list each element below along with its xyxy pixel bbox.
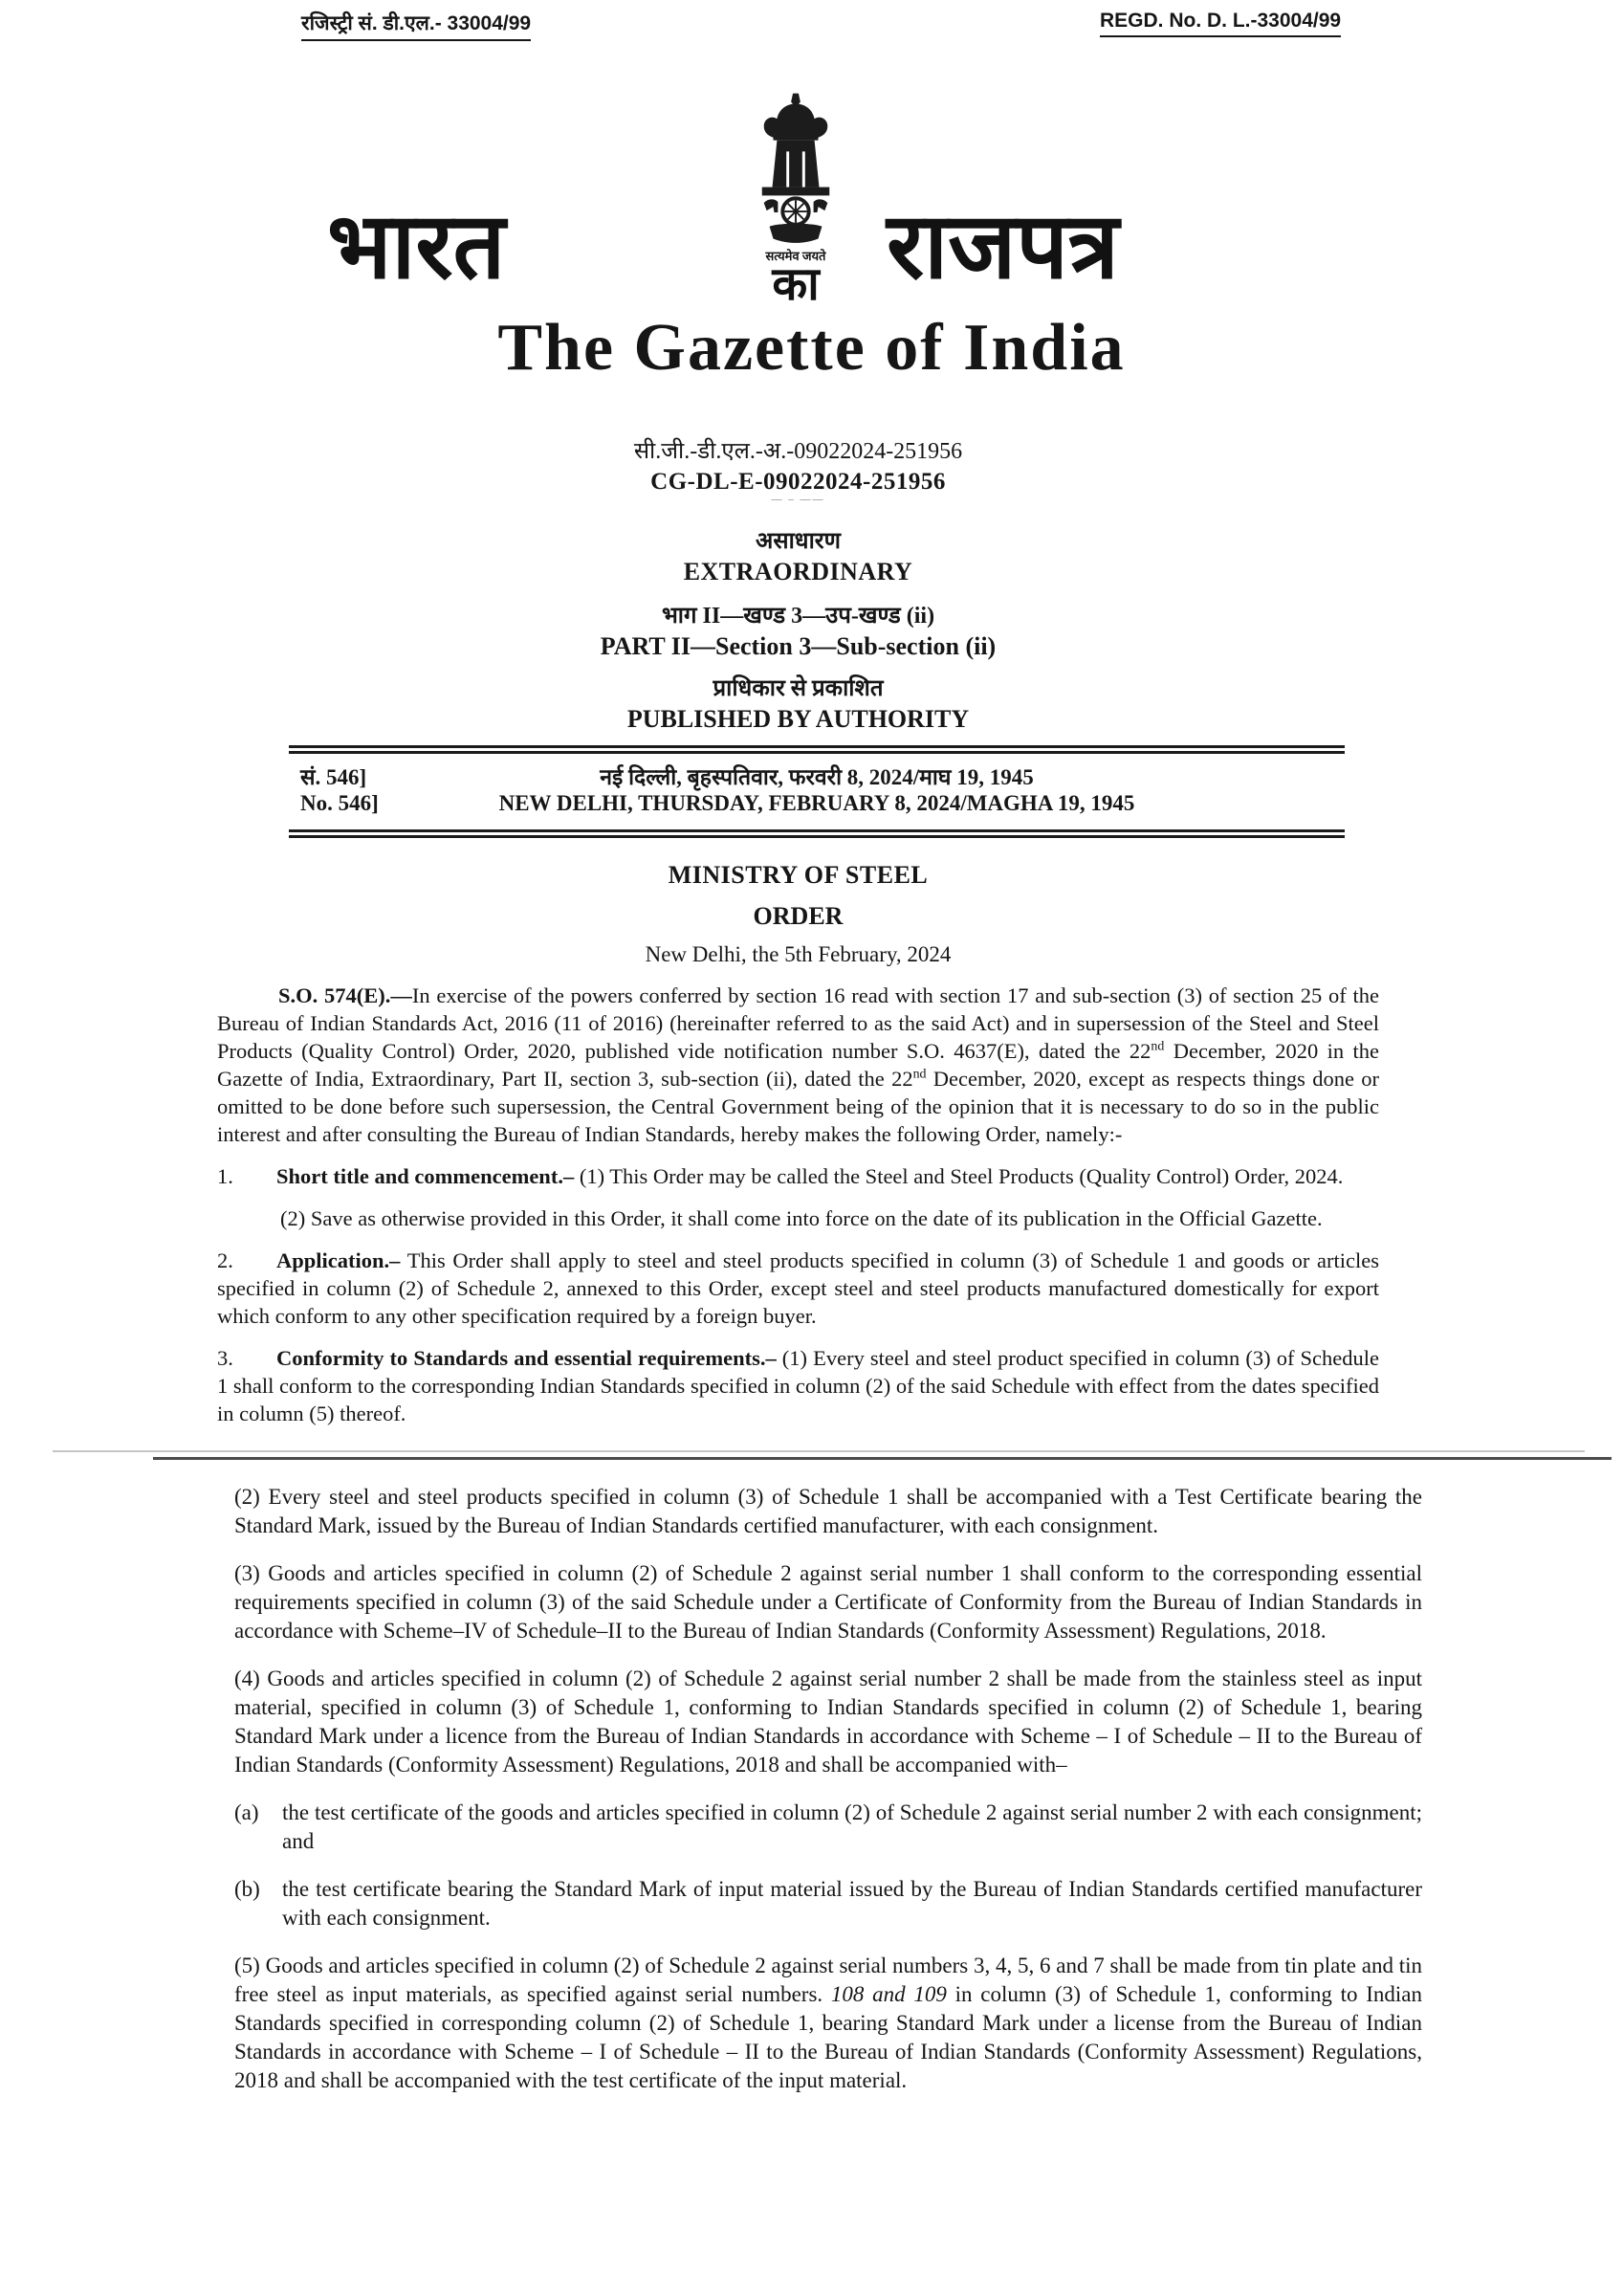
clause-3-conformity [217, 1344, 1379, 1427]
order-heading: ORDER [753, 902, 844, 930]
separator-line-light [53, 1450, 1585, 1452]
clause-3-sub-3 [234, 1559, 1422, 1645]
clause-1-short-title [217, 1162, 1379, 1190]
issue-number-english: No. 546] [300, 791, 379, 815]
masthead-title-hindi-bharat: भारत [327, 195, 506, 298]
issue-date-hindi: नई दिल्ली, बृहस्पतिवार, फरवरी 8, 2024/माघ 19, 1945 [600, 765, 1034, 789]
paragraph-text: the test certificate bearing the Standard Mark of input material issued by the Bureau of Indian Standards certified manufacturer with each consignment. [282, 1877, 1422, 1930]
page-break-separator [0, 1448, 1623, 1464]
ministry-title: MINISTRY OF STEEL [668, 861, 929, 889]
code-underline-marks: — – —— [771, 494, 825, 505]
masthead [0, 0, 1623, 423]
clause-number: 3. [217, 1346, 233, 1370]
issue-number-hindi: सं. 546] [300, 765, 367, 789]
issue-type-english: EXTRAORDINARY [683, 558, 913, 585]
list-item-b [234, 1875, 1422, 1932]
published-by-authority-english: PUBLISHED BY AUTHORITY [626, 705, 970, 733]
issue-rows [289, 754, 1345, 829]
masthead-title-english: The Gazette of India [497, 311, 1126, 385]
page1-body [217, 982, 1379, 1427]
page2-body [234, 1483, 1422, 2095]
clause-2-application [217, 1247, 1379, 1330]
list-item-a [234, 1799, 1422, 1856]
paragraph-text: Short title and commencement.– (1) This Order may be called the Steel and Steel Products (Quality Control) Order, 2024. [276, 1164, 1344, 1188]
issue-banner [289, 745, 1345, 838]
clause-1-sub-2 [280, 1204, 1379, 1232]
paragraph-text: the test certificate of the goods and articles specified in column (2) of Schedule 2 against serial number 2 with each consignment; and [282, 1800, 1422, 1853]
paragraph-text: Application.– This Order shall apply to steel and steel products specified in column (3) of Schedule 1 and goods or articles specified in column (2) of Schedule 2, annexed to this Order, except steel and steel products manufactured domestically for export which conform to any other specification required by a foreign buyer. [217, 1248, 1379, 1328]
paragraph-text: (2) Save as otherwise provided in this Order, it shall come into force on the date of its publication in the Official Gazette. [280, 1206, 1323, 1230]
separator-line-dark [153, 1457, 1612, 1460]
masthead-title-hindi-rajpatra: राजपत्र [887, 195, 1119, 298]
clause-number: 1. [217, 1164, 233, 1188]
clause-3-sub-2 [234, 1483, 1422, 1540]
issue-row-hindi [289, 761, 1345, 791]
registry-number-hindi: रजिस्ट्री सं. डी.एल.- 33004/99 [301, 10, 531, 41]
paragraph-text: (3) Goods and articles specified in column (2) of Schedule 2 against serial number 1 shall conform to the corresponding essential requirements specified in column (3) of the said Schedule under a Certificate of Conformity from the Bureau of Indian Standards in accordance with Scheme–IV of Schedule–II to the Bureau of Indian Standards (Conformity Assessment) Regulations, 2018. [234, 1561, 1422, 1643]
double-rule-bottom [289, 829, 1345, 838]
heading-column [217, 434, 1379, 734]
lion-capital-emblem-icon [751, 90, 841, 247]
clause-number: 2. [217, 1248, 233, 1272]
issue-date-english: NEW DELHI, THURSDAY, FEBRUARY 8, 2024/MAGHA 19, 1945 [498, 791, 1135, 815]
paragraph-so-574e [217, 982, 1379, 1148]
list-label: (a) [234, 1800, 259, 1824]
order-headings [217, 861, 1379, 967]
paragraph-text: (2) Every steel and steel products specified in column (3) of Schedule 1 shall be accompanied with a Test Certificate bearing the Standard Mark, issued by the Bureau of Indian Standards certified manufacturer, with each consignment. [234, 1485, 1422, 1537]
published-by-authority-hindi: प्राधिकार से प्रकाशित [713, 676, 884, 701]
list-label: (b) [234, 1877, 260, 1901]
paragraph-text: (4) Goods and articles specified in column (2) of Schedule 2 against serial number 2 shall be made from the stainless steel as input material, specified in column (3) of Schedule 1, conforming to Indian Standards specified in column (2) of Schedule 1, bearing Standard Mark under a licence from the Bureau of Indian Standards in accordance with Scheme – I of Schedule – II to the Bureau of Indian Standards (Conformity Assessment) Regulations, 2018 and shall be accompanied with– [234, 1667, 1422, 1777]
gazette-code-hindi: सी.जी.-डी.एल.-अ.-09022024-251956 [633, 439, 963, 464]
clause-3-sub-5 [234, 1952, 1422, 2095]
emblem-motto-satyameva-jayate: सत्यमेव जयते [765, 249, 826, 263]
order-dateline: New Delhi, the 5th February, 2024 [645, 942, 952, 966]
paragraph-text: S.O. 574(E).—In exercise of the powers conferred by section 16 read with section 17 and sub-section (3) of section 25 of the Bureau of Indian Standards Act, 2016 (11 of 2016) (hereinafter referred to as the said Act) and in supersession of the Steel and Steel Products (Quality Control) Order, 2020, published vide notification number S.O. 4637(E), dated the 22nd December, 2020 in the Gazette of India, Extraordinary, Part II, section 3, sub-section (ii), dated the 22nd December, 2020, except as respects things done or omitted to be done before such supersession, the Central Government being of the opinion that it is necessary to do so in the public interest and after consulting the Bureau of Indian Standards, hereby makes the following Order, namely:- [217, 983, 1380, 1146]
issue-type-hindi: असाधारण [756, 529, 841, 554]
masthead-title-hindi-ka: का [772, 259, 820, 310]
clause-3-sub-4 [234, 1665, 1422, 1779]
registry-number-english: REGD. No. D. L.-33004/99 [1100, 10, 1341, 37]
part-section-english: PART II—Section 3—Sub-section (ii) [600, 632, 997, 660]
part-section-hindi: भाग II—खण्ड 3—उप-खण्ड (ii) [661, 604, 935, 629]
paragraph-text: (5) Goods and articles specified in column (2) of Schedule 2 against serial numbers 3, 4, 5, 6 and 7 shall be made from tin plate and tin free steel as input materials, as specified against serial numbers. 108 and 109 in column (3) of Schedule 1, conforming to Indian Standards specified in corresponding column (2) of Schedule 1, bearing Standard Mark under a license from the Bureau of Indian Standards in accordance with Scheme – I of Schedule – II to the Bureau of Indian Standards (Conformity Assessment) Regulations, 2018 and shall be accompanied with the test certificate of the input material. [234, 1954, 1423, 2092]
paragraph-text: Conformity to Standards and essential requirements.– (1) Every steel and steel product specified in column (3) of Schedule 1 shall conform to the corresponding Indian Standards specified in column (2) of the said Schedule with effect from the dates specified in column (5) thereof. [217, 1346, 1379, 1425]
issue-row-english [289, 791, 1345, 822]
gazette-code-english: CG-DL-E-09022024-251956 [650, 469, 946, 495]
double-rule-top [289, 745, 1345, 754]
